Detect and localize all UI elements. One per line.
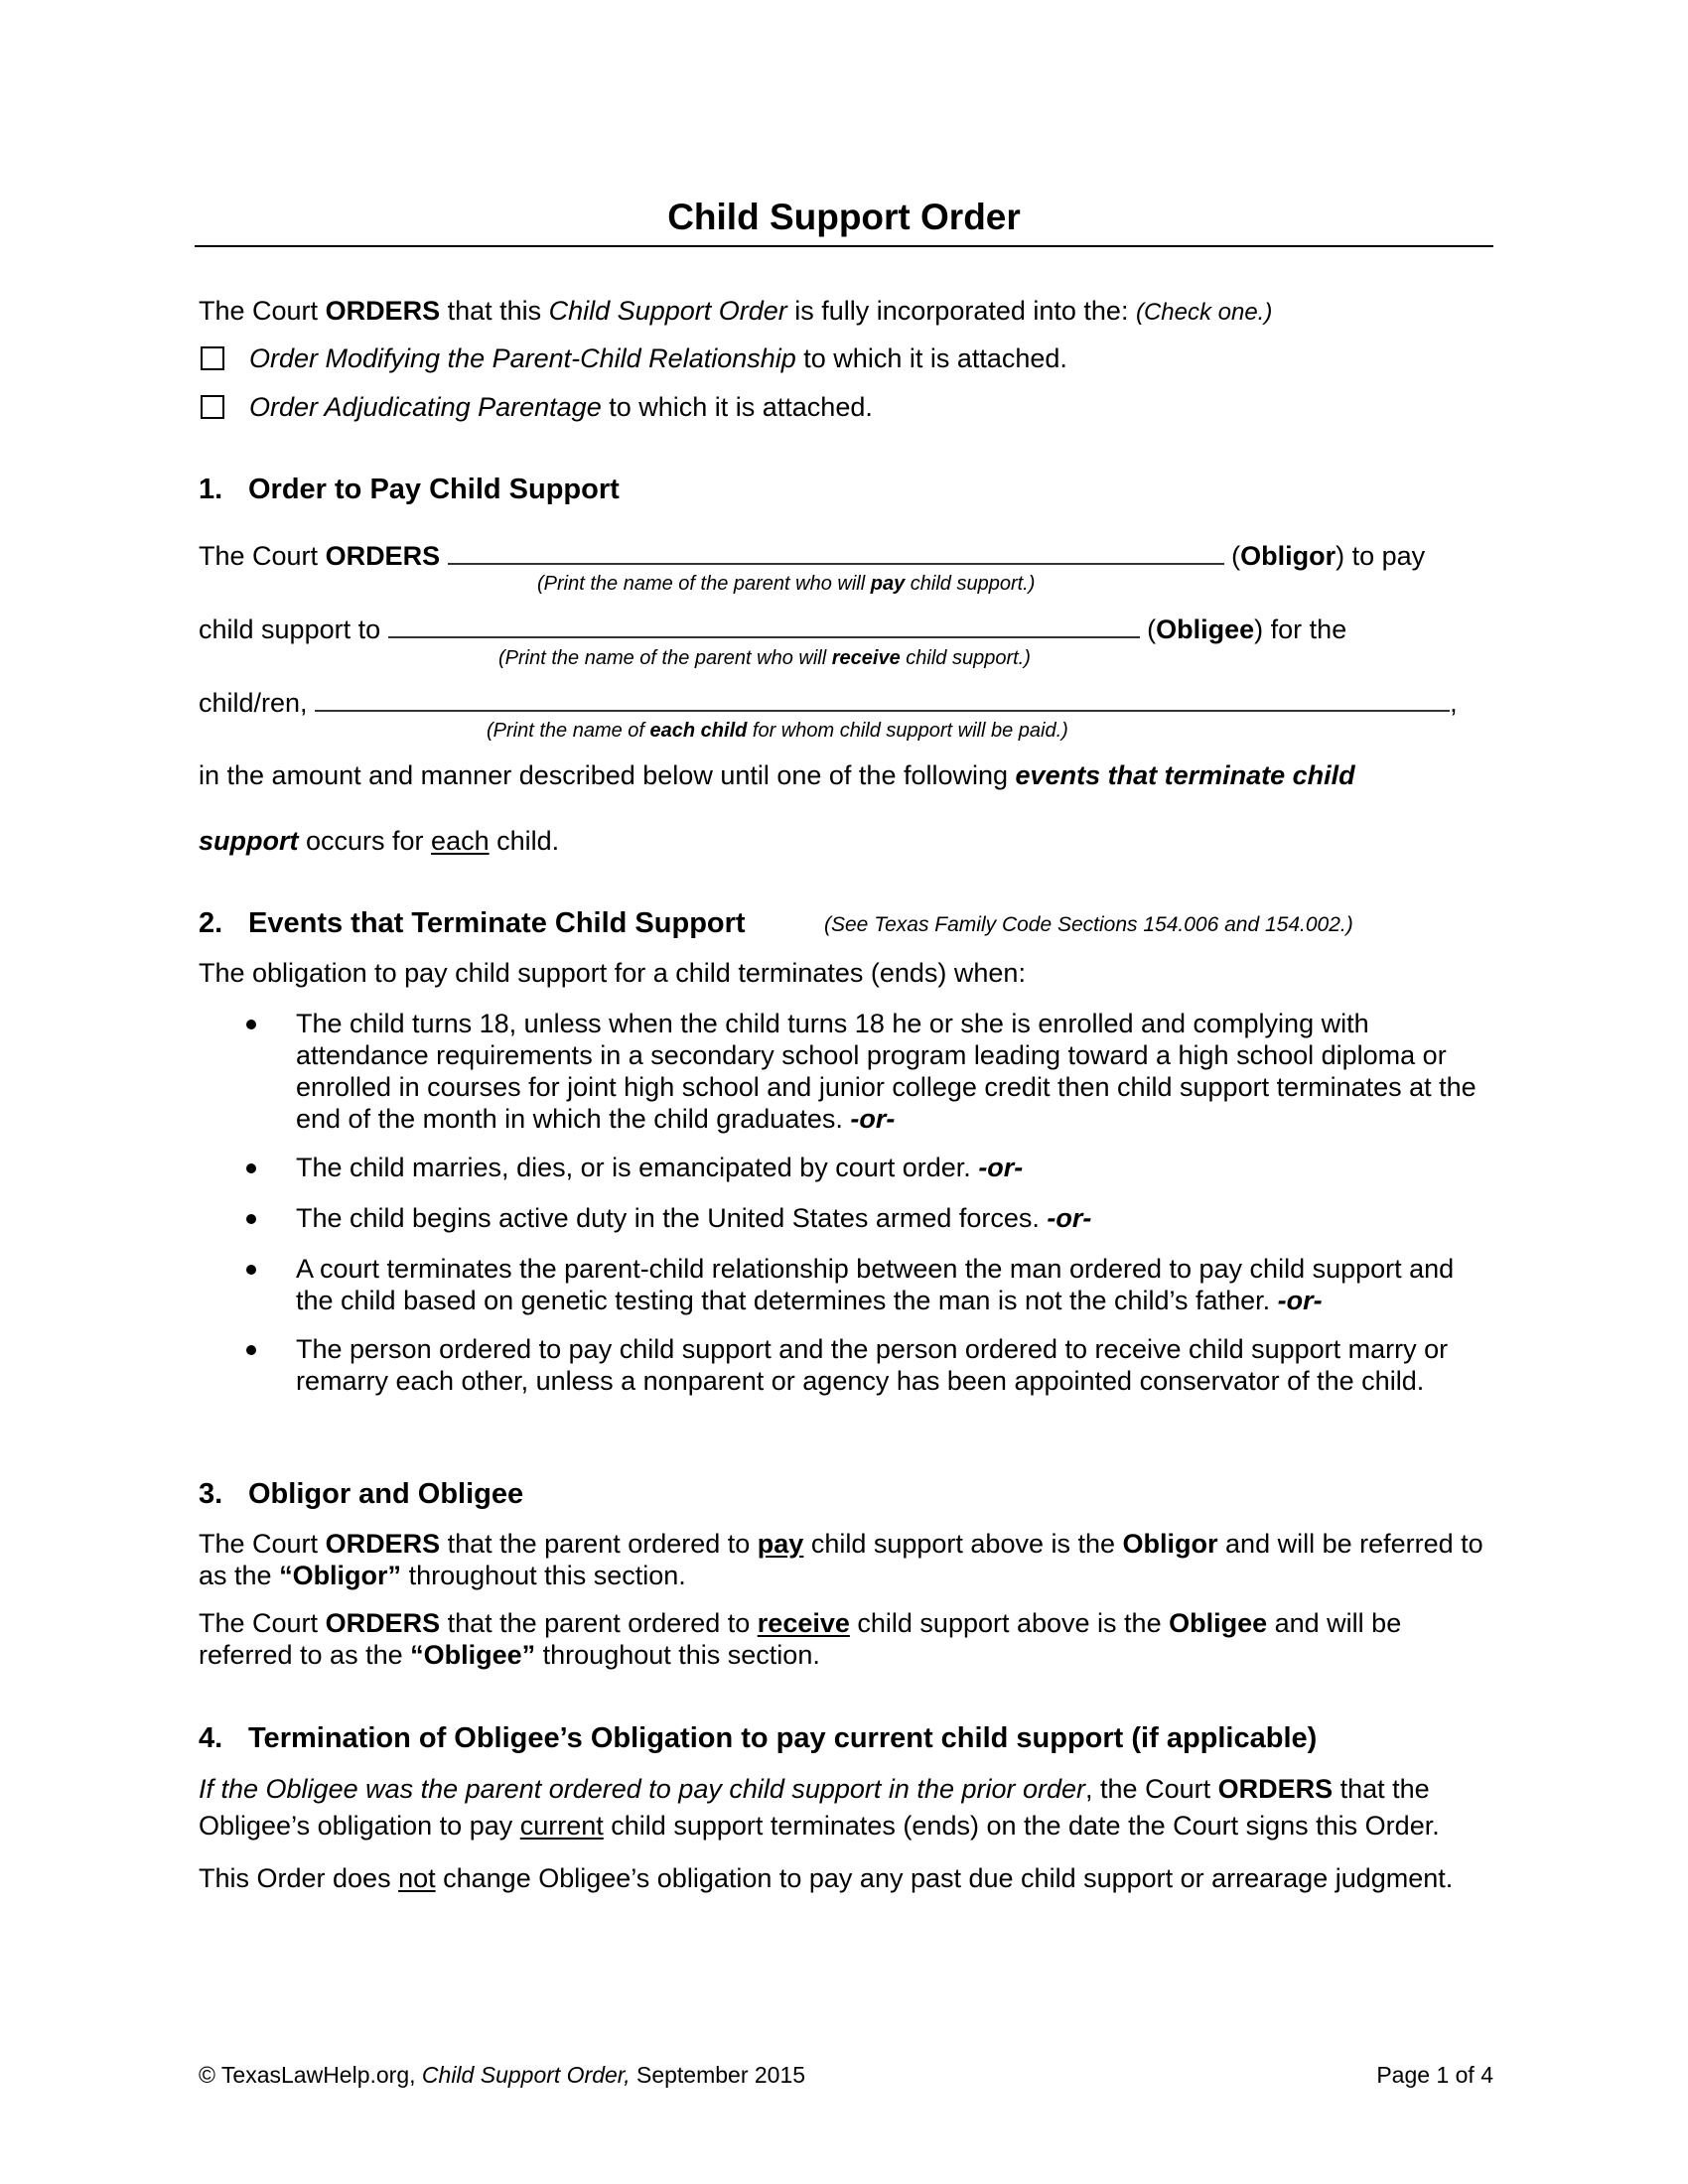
section-title: Obligor and Obligee [248, 1478, 524, 1510]
obligor-name-field[interactable] [448, 541, 1224, 565]
para-text: that the Obligee’s obligation to pay [199, 1774, 1430, 1841]
event-text: The child marries, dies, or is emancipated by court order. [296, 1153, 979, 1182]
verb-emphasis: receive [757, 1608, 850, 1638]
footer-date: September 2015 [630, 2062, 806, 2088]
footer-text: © TexasLawHelp.org, [199, 2062, 422, 2088]
hint-text: (Print the name of the parent who will [537, 573, 871, 595]
section-1-paragraph-line1 [199, 759, 1355, 791]
verb-emphasis: pay [757, 1529, 804, 1559]
paren: ( [1147, 614, 1157, 644]
section-1-heading [199, 473, 620, 506]
obligee-hint [498, 646, 1031, 670]
check-note: (Check one.) [1135, 299, 1273, 326]
bullet-icon [246, 1214, 256, 1224]
event-text: The person ordered to pay child support and the person ordered to receive child support marry or remarry each other, unless a nonparent or agency has been appointed conservator of the child. [296, 1334, 1449, 1396]
section-number: 1. [199, 474, 223, 505]
section-4-paragraph-2 [199, 1862, 1453, 1894]
hint-text: child support.) [900, 647, 1031, 669]
termination-event [296, 1008, 1497, 1135]
section-1-paragraph-line2 [199, 825, 559, 857]
bullet-icon [246, 1265, 256, 1275]
line-text: The Court [199, 541, 326, 571]
hint-text: for whom child support will be paid.) [747, 720, 1068, 742]
section-4-heading [199, 1721, 1317, 1755]
para-text: child. [489, 826, 560, 856]
hint-emphasis: each child [649, 720, 748, 742]
para-text: and will be referred to as the [199, 1529, 1483, 1590]
hint-emphasis: pay [870, 573, 906, 595]
line-text: child/ren, [199, 688, 308, 718]
role-emphasis: Obligee [1169, 1608, 1268, 1638]
section-number: 3. [199, 1478, 223, 1510]
title-rule [195, 245, 1493, 247]
para-text: child support above is the [803, 1529, 1123, 1559]
para-text: change Obligee’s obligation to pay any past due child support or arrearage judgment. [435, 1863, 1454, 1893]
hint-text: (Print the name of [487, 720, 650, 742]
intro-text: that this [440, 296, 549, 326]
para-text: occurs for [298, 826, 432, 856]
orders-emphasis: ORDERS [325, 296, 441, 326]
intro-text: The Court [199, 296, 326, 326]
page-title: Child Support Order [667, 197, 1021, 237]
para-emphasis: events that terminate child [1015, 760, 1355, 790]
hint-emphasis: receive [831, 647, 901, 669]
event-text: The child turns 18, unless when the child turns 18 he or she is enrolled and complying with attendance requirements in a secondary school program leading toward a high school diploma or enrolled in courses for joint high school and junior college credit then child support terminates at the end of the month in which the child graduates. [296, 1009, 1477, 1134]
checkbox-label [249, 391, 873, 423]
para-text: throughout this section. [401, 1561, 686, 1590]
para-text: throughout this section. [535, 1640, 820, 1670]
role-emphasis: Obligor [1122, 1529, 1218, 1559]
para-text: child support terminates (ends) on the date the Court signs this Order. [603, 1811, 1440, 1841]
section-title: Order to Pay Child Support [248, 474, 620, 505]
or-marker: -or- [1047, 1203, 1092, 1233]
intro-paragraph [199, 295, 1272, 329]
para-text: This Order does [199, 1863, 399, 1893]
line-text: , [1450, 688, 1458, 718]
section-3-heading [199, 1477, 523, 1511]
checkbox-order-adjudicating[interactable] [201, 395, 224, 419]
termination-event [296, 1333, 1497, 1397]
doc-name: Child Support Order [548, 296, 787, 326]
footer-copyright [199, 2062, 805, 2089]
obligor-line [199, 540, 1425, 572]
para-text: , the Court [1085, 1774, 1218, 1804]
para-text: that the parent ordered to [440, 1529, 758, 1559]
orders-emphasis: ORDERS [325, 1608, 441, 1638]
option-title: Order Modifying the Parent-Child Relationship [249, 343, 796, 373]
role-quoted: “Obligor” [279, 1561, 402, 1590]
page-number: Page 1 of 4 [1376, 2062, 1493, 2088]
checkbox-label [249, 342, 1067, 374]
hint-text: (Print the name of the parent who will [498, 647, 832, 669]
para-underline: current [519, 1811, 604, 1841]
obligee-definition [199, 1607, 1499, 1671]
orders-emphasis: ORDERS [1217, 1774, 1334, 1804]
section-title: Events that Terminate Child Support [248, 907, 746, 939]
checkbox-order-modifying[interactable] [201, 346, 224, 370]
obligor-label: Obligor [1240, 541, 1336, 571]
line-text: ) to pay [1336, 541, 1426, 571]
bullet-icon [246, 1020, 256, 1029]
para-text: and will be referred to as the [199, 1608, 1402, 1670]
para-text: The Court [199, 1529, 326, 1559]
termination-event [296, 1253, 1497, 1316]
obligee-name-field[interactable] [388, 614, 1140, 638]
orders-emphasis: ORDERS [325, 541, 441, 571]
event-text: A court terminates the parent-child relationship between the man ordered to pay child support and the child based on genetic testing that determines the man is not the child’s father. [296, 1254, 1455, 1315]
para-underline: each [431, 826, 490, 856]
termination-event [296, 1202, 1497, 1234]
option-text: to which it is attached. [601, 392, 873, 422]
para-text: child support above is the [849, 1608, 1170, 1638]
children-hint [487, 719, 1068, 743]
hint-text: child support.) [905, 573, 1036, 595]
para-italic: If the Obligee was the parent ordered to pay child support in the prior order [199, 1774, 1086, 1804]
section-number: 4. [199, 1722, 223, 1754]
or-marker: -or- [1277, 1286, 1323, 1315]
obligee-line [199, 614, 1346, 645]
para-text: in the amount and manner described below until one of the following [199, 760, 1016, 790]
section-2-heading [199, 906, 746, 940]
orders-emphasis: ORDERS [325, 1529, 441, 1559]
obligor-definition [199, 1528, 1499, 1591]
option-text: to which it is attached. [795, 343, 1067, 373]
event-text: The child begins active duty in the United States armed forces. [296, 1203, 1048, 1233]
option-title: Order Adjudicating Parentage [249, 392, 602, 422]
intro-text: is fully incorporated into the: [786, 296, 1136, 326]
para-text: The Court [199, 1608, 326, 1638]
or-marker: -or- [978, 1153, 1024, 1182]
children-line [199, 687, 1458, 719]
bullet-icon [246, 1345, 256, 1355]
termination-event [296, 1152, 1497, 1183]
para-underline: not [398, 1863, 436, 1893]
section-2-lead: The obligation to pay child support for a child terminates (ends) when: [199, 958, 1026, 988]
line-text: child support to [199, 614, 381, 644]
para-text: that the parent ordered to [440, 1608, 758, 1638]
role-quoted: “Obligee” [410, 1640, 536, 1670]
obligee-label: Obligee [1156, 614, 1255, 644]
line-text: ) for the [1254, 614, 1347, 644]
footer-doc-name: Child Support Order, [421, 2062, 631, 2088]
section-2-reference: (See Texas Family Code Sections 154.006 and 154.002.) [824, 913, 1353, 936]
obligor-hint [537, 572, 1035, 596]
section-number: 2. [199, 907, 223, 939]
or-marker: -or- [850, 1104, 896, 1134]
children-names-field[interactable] [315, 688, 1450, 712]
bullet-icon [246, 1163, 256, 1173]
section-title: Termination of Obligee’s Obligation to pay current child support (if applicable) [248, 1722, 1318, 1754]
paren: ( [1231, 541, 1241, 571]
section-4-paragraph-1 [199, 1771, 1499, 1844]
para-emphasis: support [199, 826, 299, 856]
